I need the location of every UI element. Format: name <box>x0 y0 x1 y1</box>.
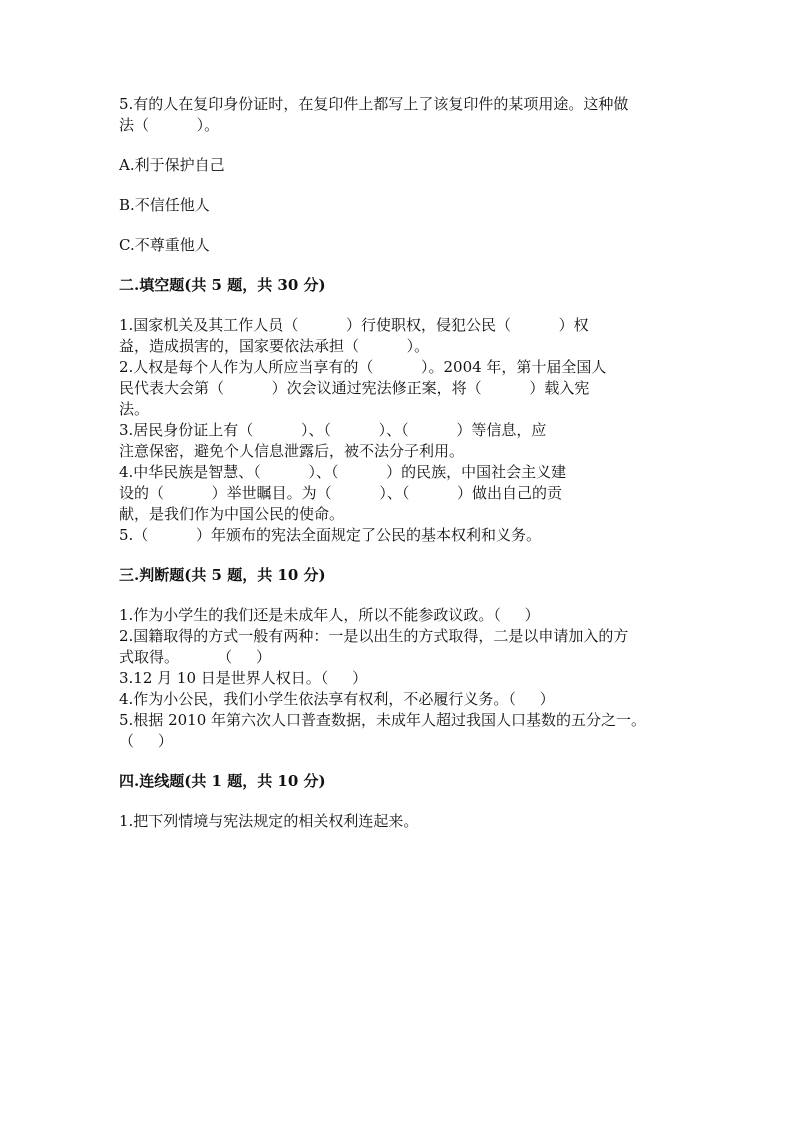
fill-line: 注意保密，避免个人信息泄露后，被不法分子利用。 <box>119 442 465 460</box>
judge-line: （ ） <box>119 732 173 750</box>
fill-line: 2.人权是每个人作为人所应当享有的（ ）。2004 年，第十届全国人 <box>119 358 607 376</box>
judge-line: 5.根据 2010 年第六次人口普查数据，未成年人超过我国人口基数的五分之一。 <box>119 711 647 729</box>
option-b: B.不信任他人 <box>119 196 210 214</box>
question-5-choice <box>119 94 679 136</box>
fill-line: 民代表大会第（ ）次会议通过宪法修正案，将（ ）载入宪 <box>119 379 590 397</box>
option-a: A.利于保护自己 <box>119 156 225 174</box>
fill-line: 献，是我们作为中国公民的使命。 <box>119 505 345 523</box>
document-page <box>119 94 679 832</box>
fill-line: 法。 <box>119 400 150 418</box>
judge-line: 3.12 月 10 日是世界人权日。（ ） <box>119 669 368 687</box>
option-c: C.不尊重他人 <box>119 236 210 254</box>
fill-line: 3.居民身份证上有（ ）、（ ）、（ ）等信息，应 <box>119 421 547 439</box>
fill-line: 益，造成损害的，国家要依法承担（ ）。 <box>119 337 430 355</box>
judge-line: 1.作为小学生的我们还是未成年人，所以不能参政议政。（ ） <box>119 606 540 624</box>
fill-questions <box>119 315 679 546</box>
judge-line: 2.国籍取得的方式一般有两种：一是以出生的方式取得，二是以申请加入的方 <box>119 627 629 645</box>
judge-line: 4.作为小公民，我们小学生依法享有权利，不必履行义务。（ ） <box>119 690 555 708</box>
fill-line: 4.中华民族是智慧、（ ）、（ ）的民族，中国社会主义建 <box>119 463 567 481</box>
section-heading-match: 四.连线题(共 1 题，共 10 分) <box>119 772 326 790</box>
fill-line: 设的（ ）举世瞩目。为（ ）、（ ）做出自己的贡 <box>119 484 563 502</box>
section-heading-fill: 二.填空题(共 5 题，共 30 分) <box>119 276 326 294</box>
question-text-line: 法（ ）。 <box>119 116 220 134</box>
fill-line: 5.（ ）年颁布的宪法全面规定了公民的基本权利和义务。 <box>119 526 541 544</box>
judge-line: 式取得。 （ ） <box>119 648 271 666</box>
judge-questions <box>119 605 679 752</box>
fill-line: 1.国家机关及其工作人员（ ）行使职权，侵犯公民（ ）权 <box>119 316 589 334</box>
question-text-line: 5.有的人在复印身份证时，在复印件上都写上了该复印件的某项用途。这种做 <box>119 95 629 113</box>
match-line: 1.把下列情境与宪法规定的相关权利连起来。 <box>119 812 419 830</box>
section-heading-judge: 三.判断题(共 5 题，共 10 分) <box>119 566 326 584</box>
